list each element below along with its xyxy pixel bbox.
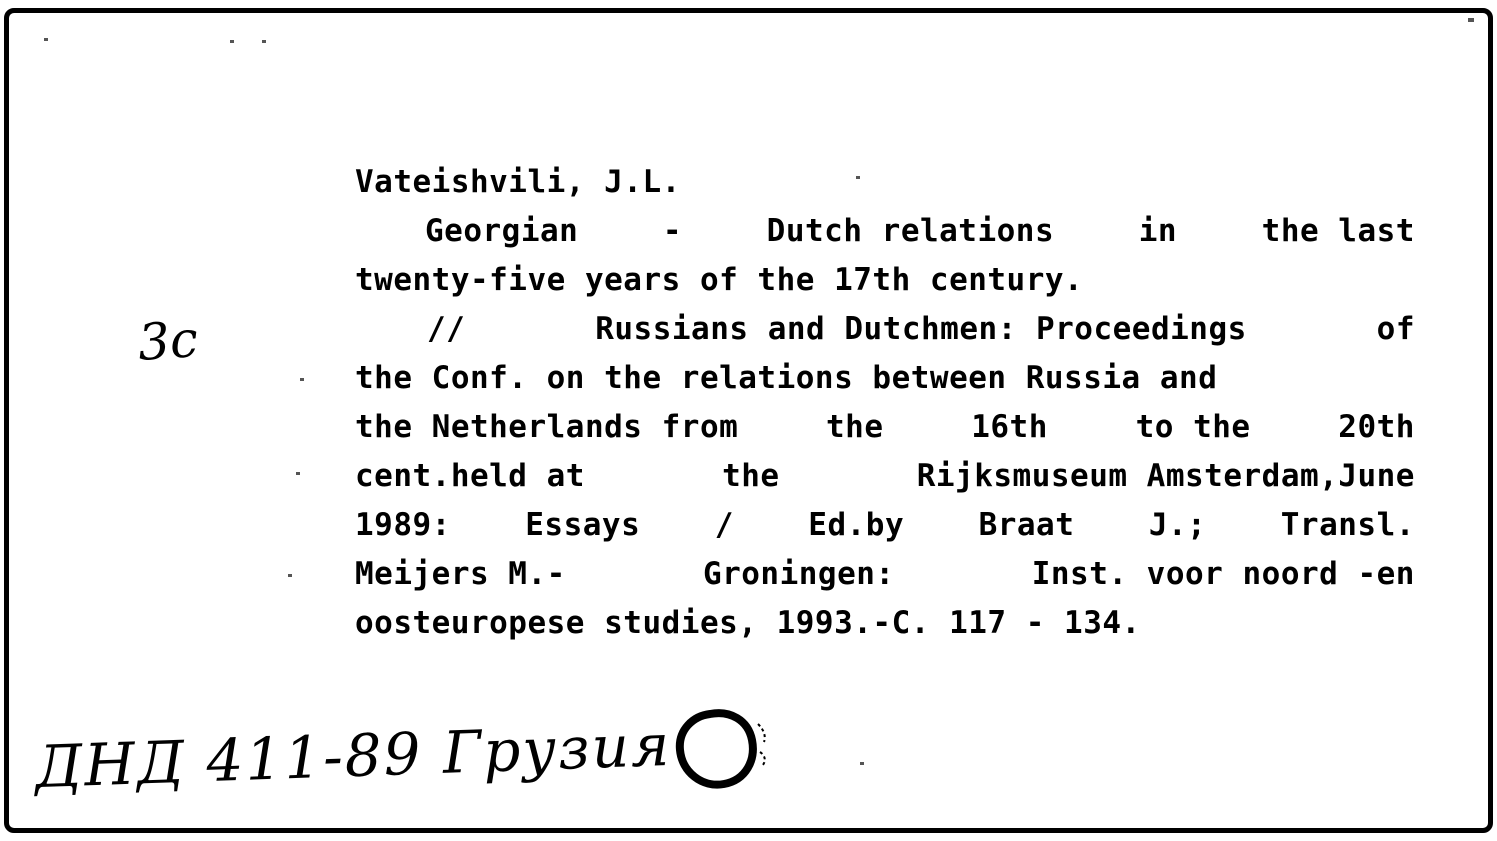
author-line bbox=[355, 158, 1415, 207]
scan-speck bbox=[1468, 18, 1474, 22]
scan-speck bbox=[288, 574, 292, 577]
source-line: // Russians and Dutchmen: Proceedings of bbox=[427, 311, 1415, 347]
shelf-mark: ДНД 411-89 Грузия bbox=[34, 710, 673, 802]
scan-speck bbox=[262, 40, 266, 43]
scan-speck bbox=[44, 38, 48, 41]
scan-speck bbox=[296, 472, 300, 475]
source-line: the Conf. on the relations between Russia and bbox=[355, 360, 1218, 396]
source-line: cent.held at the Rijksmuseum Amsterdam,June bbox=[355, 458, 1415, 494]
bibliographic-entry bbox=[355, 158, 1415, 648]
author-name: Vateishvili, J.L. bbox=[355, 164, 681, 200]
scan-speck bbox=[856, 176, 860, 179]
source-line: Meijers M.- Groningen: Inst. voor noord -en bbox=[355, 556, 1415, 592]
title-line: twenty-five years of the 17th century. bbox=[355, 262, 1084, 298]
title-line: Georgian - Dutch relations in the last bbox=[425, 213, 1415, 249]
source-line: the Netherlands from the 16th to the 20th bbox=[355, 409, 1415, 445]
margin-code: 3c bbox=[136, 309, 200, 373]
scan-speck bbox=[300, 378, 304, 381]
circle-stamp-icon bbox=[668, 702, 788, 802]
scan-speck bbox=[860, 762, 864, 765]
source-line: 1989: Essays / Ed.by Braat J.; Transl. bbox=[355, 507, 1415, 543]
scan-speck bbox=[230, 40, 234, 43]
source-line: oosteuropese studies, 1993.-C. 117 - 134. bbox=[355, 605, 1141, 641]
